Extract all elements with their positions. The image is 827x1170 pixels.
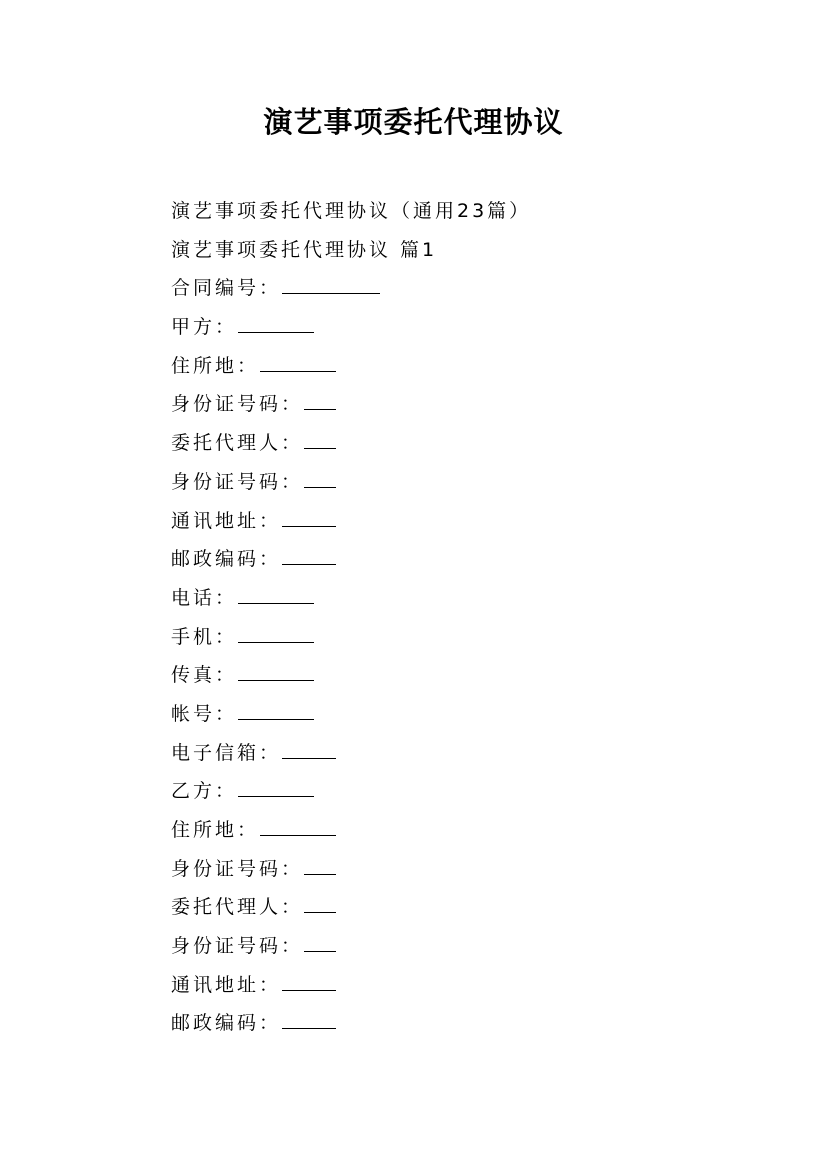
field-id-number xyxy=(171,852,771,891)
fill-in-blank[interactable] xyxy=(304,911,336,913)
fill-in-blank[interactable] xyxy=(238,679,314,681)
field-address xyxy=(171,349,771,388)
field-label: 帐号： xyxy=(171,702,238,725)
field-label: 身份证号码： xyxy=(171,857,304,880)
fill-in-blank[interactable] xyxy=(282,563,336,565)
fill-in-blank[interactable] xyxy=(282,757,336,759)
field-mobile xyxy=(171,620,771,659)
field-label: 乙方： xyxy=(171,780,238,803)
field-contract-number xyxy=(171,271,771,310)
field-label: 身份证号码： xyxy=(171,393,304,416)
fill-in-blank[interactable] xyxy=(238,641,314,643)
field-agent-id-number xyxy=(171,465,771,504)
fill-in-blank[interactable] xyxy=(304,950,336,952)
field-label: 邮政编码： xyxy=(171,548,282,571)
fill-in-blank[interactable] xyxy=(282,292,380,294)
field-label: 邮政编码： xyxy=(171,1012,282,1035)
fill-in-blank[interactable] xyxy=(238,602,314,604)
fill-in-blank[interactable] xyxy=(260,834,336,836)
fill-in-blank[interactable] xyxy=(304,486,336,488)
field-label: 手机： xyxy=(171,625,238,648)
field-address xyxy=(171,813,771,852)
document-title: 演艺事项委托代理协议 xyxy=(263,105,564,139)
fill-in-blank[interactable] xyxy=(282,525,336,527)
field-postal-code xyxy=(171,542,771,581)
field-email xyxy=(171,736,771,775)
fill-in-blank[interactable] xyxy=(304,873,336,875)
field-agent xyxy=(171,890,771,929)
fill-in-blank[interactable] xyxy=(304,408,336,410)
fill-in-blank[interactable] xyxy=(282,1027,336,1029)
fill-in-blank[interactable] xyxy=(260,370,336,372)
field-label: 住所地： xyxy=(171,819,260,841)
fill-in-blank[interactable] xyxy=(304,447,336,449)
field-fax xyxy=(171,658,771,697)
field-label: 通讯地址： xyxy=(171,509,282,532)
heading-text: 演艺事项委托代理协议（通用23篇） xyxy=(171,200,532,222)
section-heading-text: 演艺事项委托代理协议 篇1 xyxy=(171,238,438,261)
field-label: 电话： xyxy=(171,586,238,609)
field-label: 委托代理人： xyxy=(171,896,304,919)
field-phone xyxy=(171,581,771,620)
field-label: 身份证号码： xyxy=(171,470,304,493)
field-mailing-address xyxy=(171,504,771,543)
document-body xyxy=(171,194,771,1045)
field-id-number xyxy=(171,387,771,426)
field-label: 身份证号码： xyxy=(171,935,304,958)
field-label: 住所地： xyxy=(171,354,260,377)
field-mailing-address xyxy=(171,968,771,1007)
field-label: 委托代理人： xyxy=(171,432,304,455)
field-label: 电子信箱： xyxy=(171,741,282,764)
field-agent xyxy=(171,426,771,465)
fill-in-blank[interactable] xyxy=(238,718,314,720)
field-label: 通讯地址： xyxy=(171,973,282,996)
fill-in-blank[interactable] xyxy=(238,795,314,797)
field-party-a xyxy=(171,310,771,349)
field-label: 传真： xyxy=(171,664,238,687)
section-heading xyxy=(171,233,771,272)
field-party-b xyxy=(171,774,771,813)
document-heading xyxy=(171,194,771,233)
fill-in-blank[interactable] xyxy=(238,331,314,333)
field-label: 合同编号： xyxy=(171,277,282,300)
fill-in-blank[interactable] xyxy=(282,989,336,991)
field-account xyxy=(171,697,771,736)
field-label: 甲方： xyxy=(171,316,238,339)
field-postal-code xyxy=(171,1006,771,1045)
field-agent-id-number xyxy=(171,929,771,968)
